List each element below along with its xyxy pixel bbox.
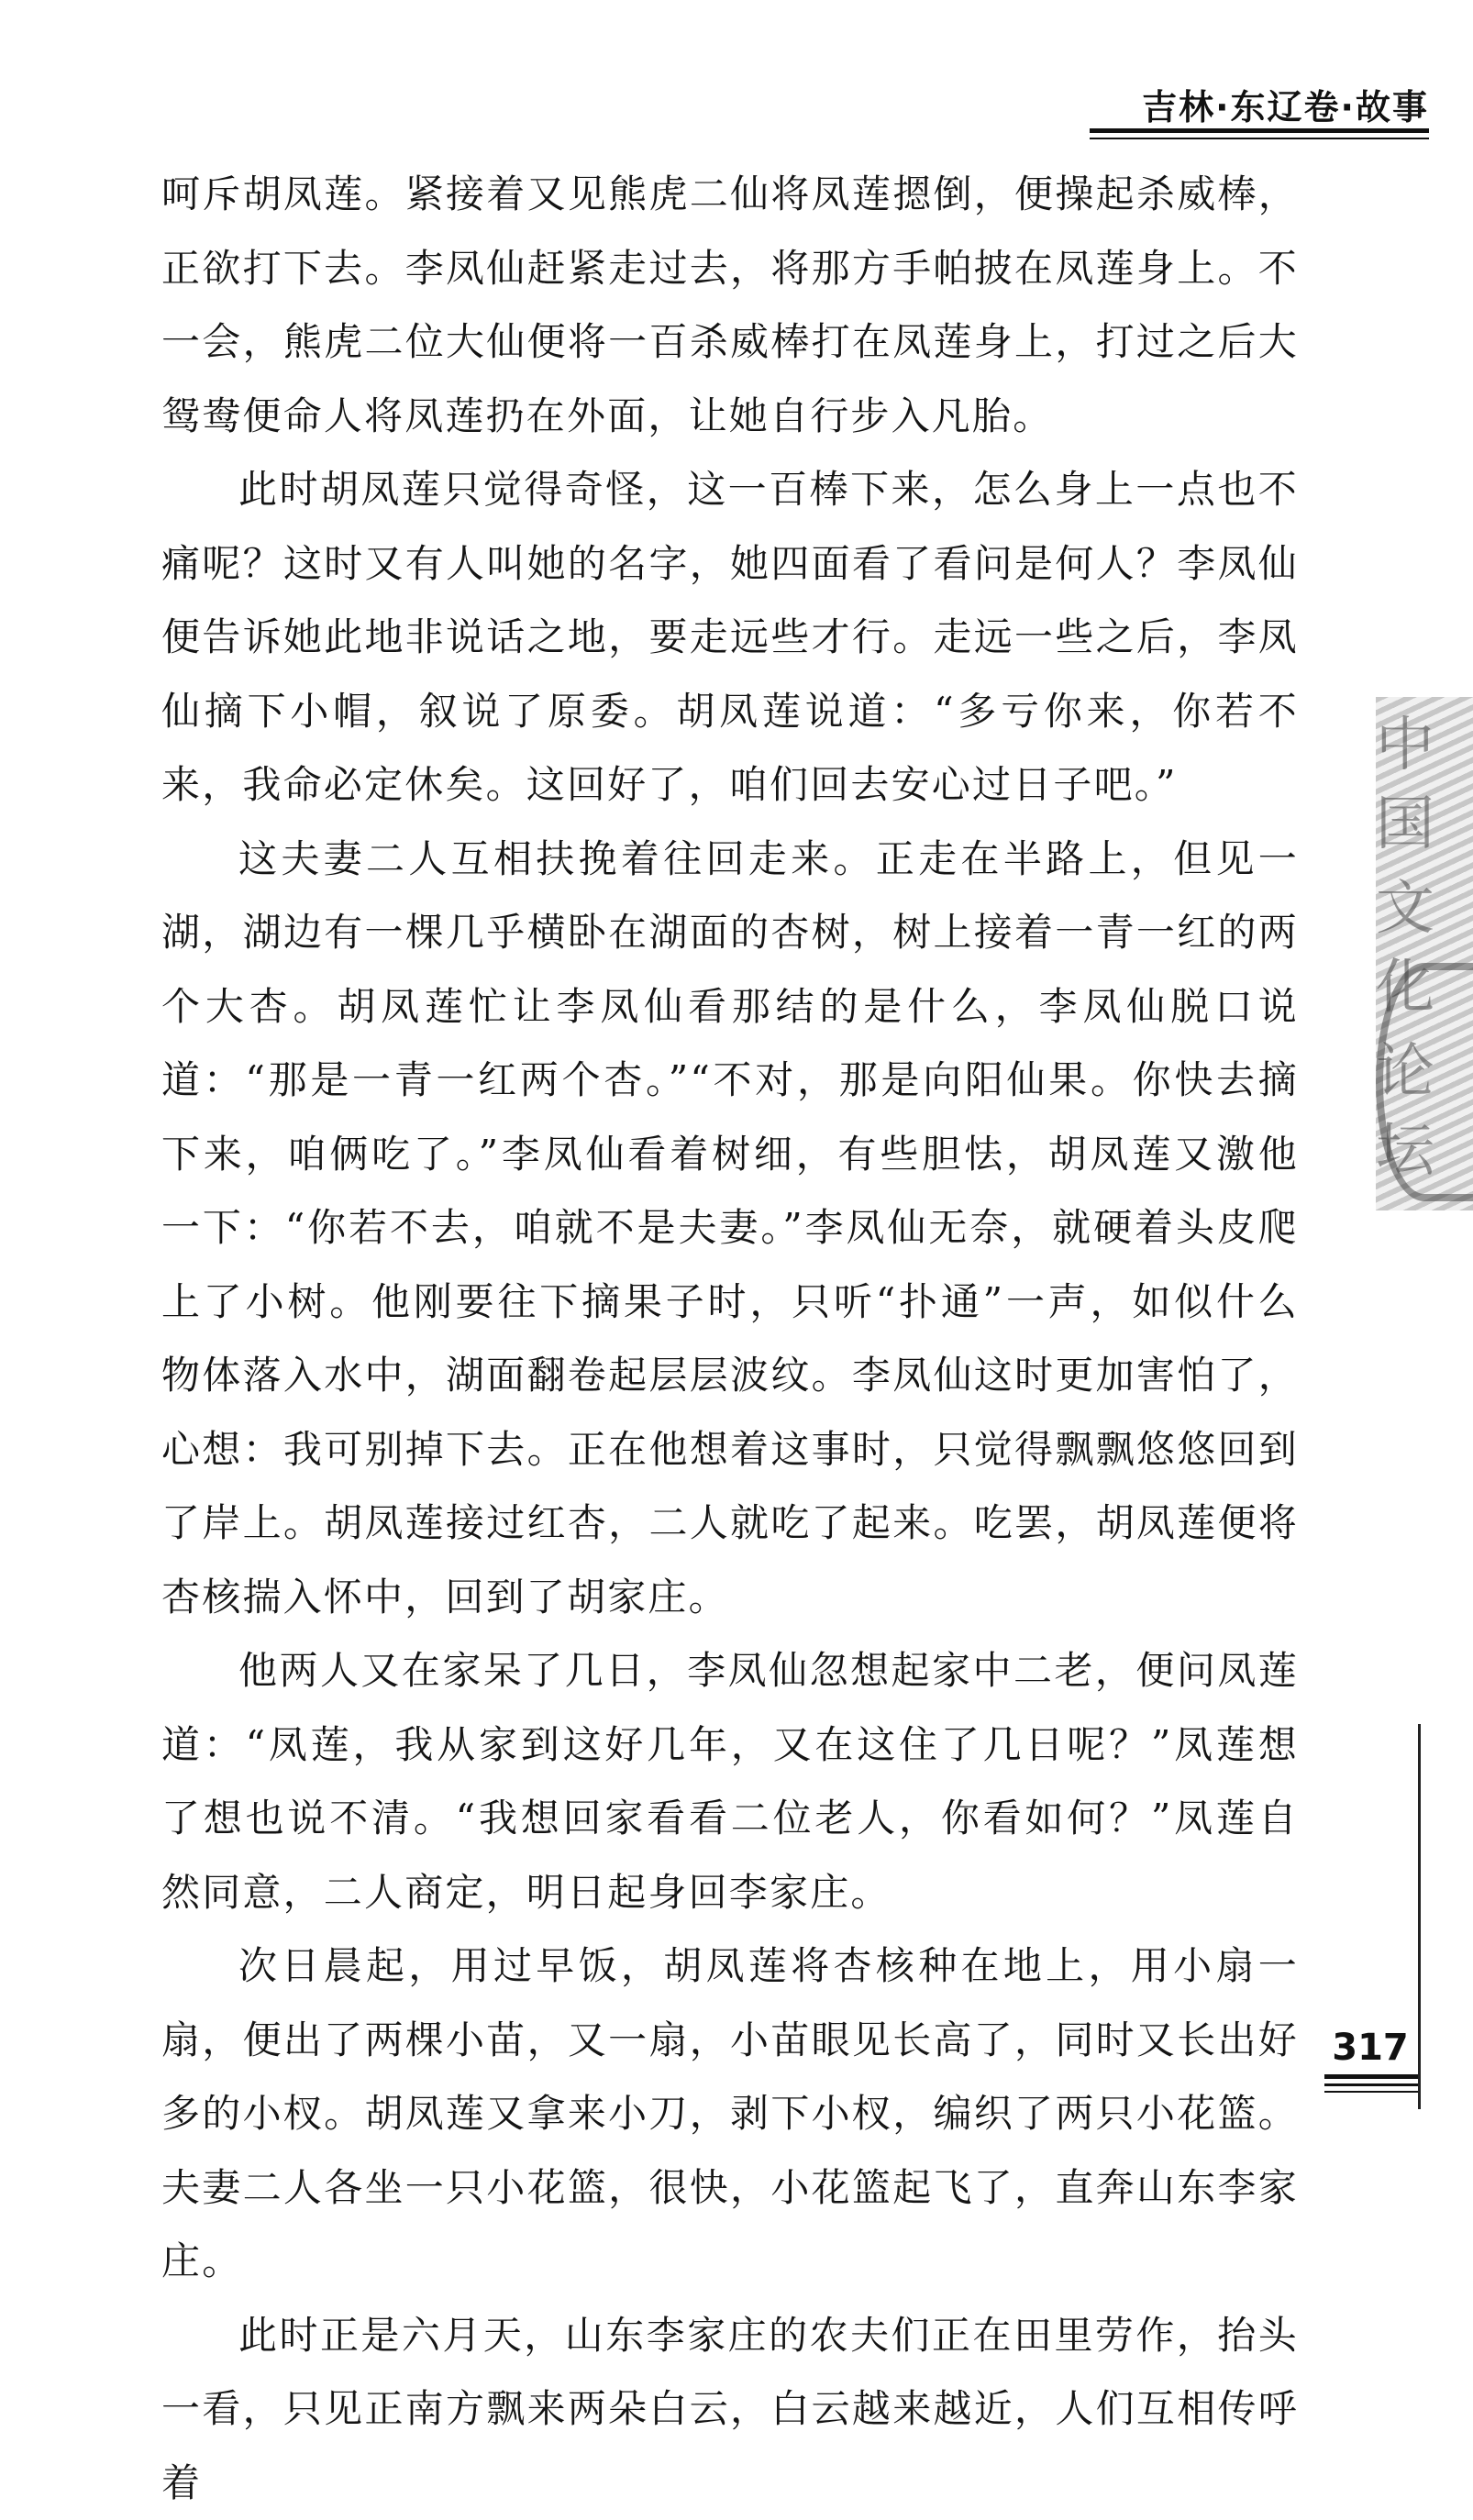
side-ornament	[1376, 963, 1473, 1201]
side-char-1: 中国	[1376, 706, 1473, 864]
body-text	[161, 158, 1299, 2520]
page-number: 317	[1324, 2027, 1416, 2069]
paragraph-1: 呵斥胡凤莲。紧接着又见熊虎二仙将凤莲摁倒，便操起杀威棒，正欲打下去。李凤仙赶紧走过去，将那方手帕披在凤莲身上。不一会，熊虎二位大仙便将一百杀威棒打在凤莲身上，打过之后大鸳鸯便命人将凤莲扔在外面，让她自行步入凡胎。	[161, 158, 1299, 453]
side-char-3: 论坛	[1376, 1033, 1473, 1190]
folio-rule	[1324, 2074, 1418, 2079]
running-header: 吉林·东辽卷·故事	[1142, 79, 1429, 129]
paragraph-3: 这夫妻二人互相扶挽着往回走来。正走在半路上，但见一湖，湖边有一棵几乎横卧在湖面的杏树，树上接着一青一红的两个大杏。胡凤莲忙让李凤仙看那结的是什么，李凤仙脱口说道：“那是一青一红两个杏。”“不对，那是向阳仙果。你快去摘下来，咱俩吃了。”李凤仙看着树细，有些胆怯，胡凤莲又激他一下：“你若不去，咱就不是夫妻。”李凤仙无奈，就硬着头皮爬上了小树。他刚要往下摘果子时，只听“扑通”一声，如似什么物体落入水中，湖面翻卷起层层波纹。李凤仙这时更加害怕了，心想：我可别掉下去。正在他想着这事时，只觉得飘飘悠悠回到了岸上。胡凤莲接过红杏，二人就吃了起来。吃罢，胡凤莲便将杏核揣入怀中，回到了胡家庄。	[161, 823, 1299, 1635]
folio-rule	[1324, 2083, 1418, 2086]
folio-rule	[1324, 2091, 1418, 2093]
paragraph-6: 此时正是六月天，山东李家庄的农夫们正在田里劳作，抬头一看，只见正南方飘来两朵白云，白云越来越近，人们互相传呼着	[161, 2299, 1299, 2520]
header-rule-thin	[1090, 138, 1429, 139]
paragraph-2: 此时胡凤莲只觉得奇怪，这一百棒下来，怎么身上一点也不痛呢？这时又有人叫她的名字，她四面看了看问是何人？李凤仙便告诉她此地非说话之地，要走远些才行。走远一些之后，李凤仙摘下小帽，叙说了原委。胡凤莲说道：“多亏你来，你若不来，我命必定休矣。这回好了，咱们回去安心过日子吧。”	[161, 453, 1299, 823]
side-char-2: 文化	[1376, 869, 1473, 1027]
paragraph-4: 他两人又在家呆了几日，李凤仙忽想起家中二老，便问凤莲道：“凤莲，我从家到这好几年，又在这住了几日呢？”凤莲想了想也说不清。“我想回家看看二位老人，你看如何？”凤莲自然同意，二人商定，明日起身回李家庄。	[161, 1634, 1299, 1929]
header-rule	[1090, 128, 1429, 133]
margin-rule	[1418, 1724, 1421, 2109]
paragraph-5: 次日晨起，用过早饭，胡凤莲将杏核种在地上，用小扇一扇，便出了两棵小苗，又一扇，小苗眼见长高了，同时又长出好多的小杈。胡凤莲又拿来小刀，剥下小杈，编织了两只小花篮。夫妻二人各坐一只小花篮，很快，小花篮起飞了，直奔山东李家庄。	[161, 1929, 1299, 2299]
